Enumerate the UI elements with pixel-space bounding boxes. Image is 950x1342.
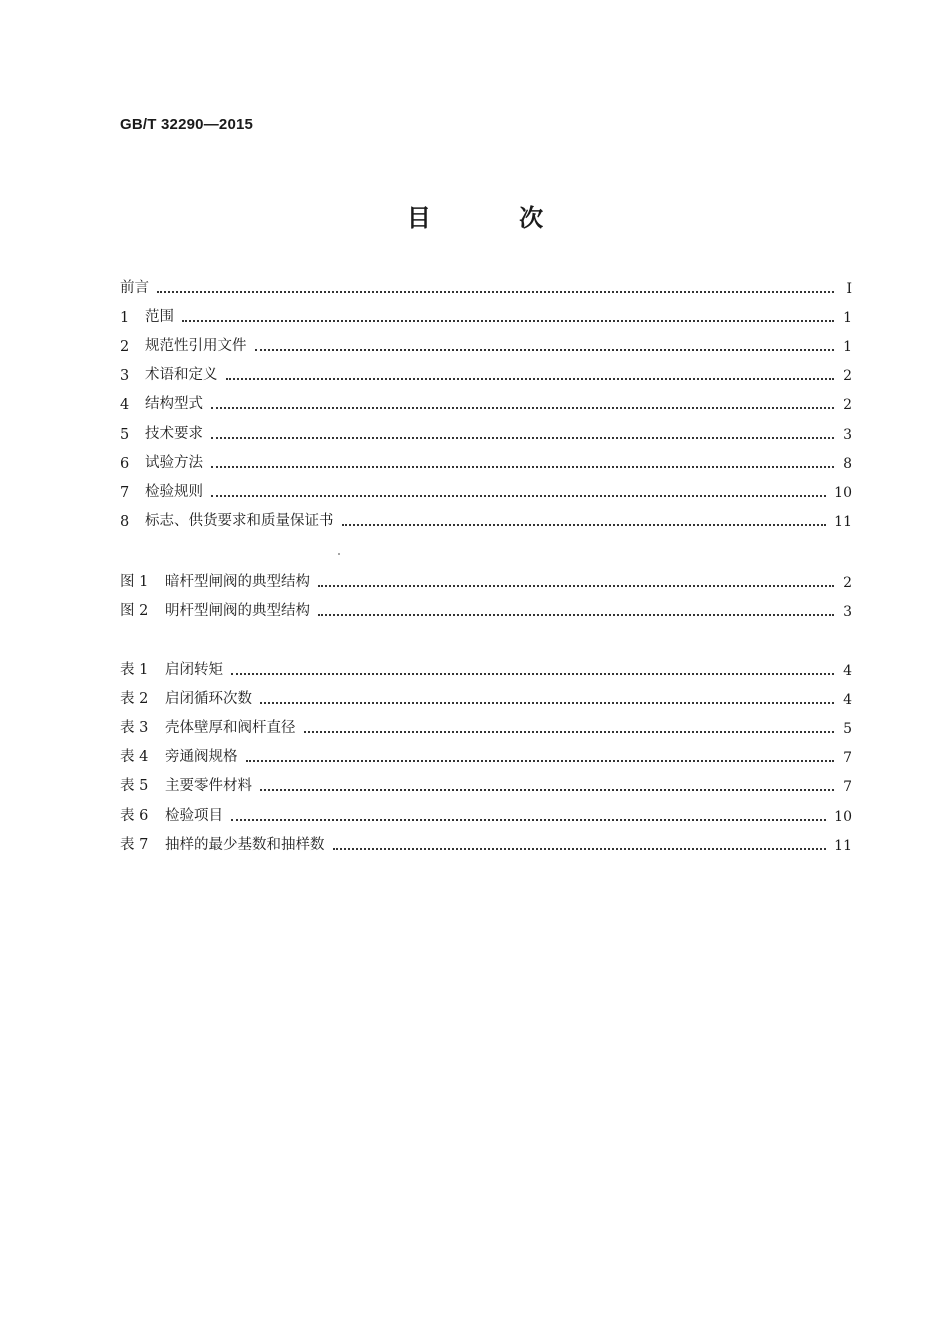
dot-leader: [260, 788, 834, 791]
toc-entry-number: 图 2: [120, 603, 149, 620]
toc-entry-page: 2: [843, 575, 852, 592]
toc-entry-number: 表 1: [120, 662, 149, 679]
toc-entry-label: 检验规则: [145, 483, 203, 500]
dot-leader: [231, 672, 834, 675]
toc-entry-label: 前言: [120, 280, 149, 297]
toc-entry-label: 壳体壁厚和阀杆直径: [165, 720, 296, 737]
toc-entry-page: 10: [834, 484, 852, 501]
dot-leader: [318, 584, 834, 587]
dot-leader: [304, 730, 835, 733]
toc-tables: [120, 650, 852, 854]
toc-entry[interactable]: [120, 766, 852, 795]
toc-entry-page: 11: [834, 837, 852, 854]
toc-entry-page: 5: [843, 721, 852, 738]
dot-leader: [211, 494, 826, 497]
dot-leader: [211, 406, 834, 409]
dot-leader: [226, 377, 835, 380]
dot-leader: [342, 523, 827, 526]
dot-leader: [246, 759, 835, 762]
toc-entry[interactable]: [120, 355, 852, 384]
dot-leader: [211, 436, 834, 439]
toc-entry-page: 3: [843, 604, 852, 621]
toc-entry[interactable]: [120, 443, 852, 472]
toc-entry[interactable]: [120, 384, 852, 413]
toc-entry-page: 7: [843, 750, 852, 767]
toc-entry[interactable]: [120, 825, 852, 854]
toc-entry-label: 范围: [145, 309, 174, 326]
toc-entry-page: 7: [843, 779, 852, 796]
toc-entry[interactable]: [120, 795, 852, 824]
toc-entry-number: 图 1: [120, 574, 149, 591]
toc-entry-page: 10: [834, 808, 852, 825]
toc-entry-label: 术语和定义: [145, 367, 218, 384]
toc-entry-number: 表 6: [120, 807, 149, 824]
dot-leader: [182, 319, 834, 322]
toc-entry-number: 1: [120, 310, 130, 327]
toc-entry-number: 3: [120, 368, 130, 385]
toc-entry-label: 结构型式: [145, 396, 203, 413]
toc-entry[interactable]: [120, 650, 852, 679]
dot-leader: [260, 701, 834, 704]
toc-entry[interactable]: [120, 708, 852, 737]
toc-entry-number: 5: [120, 426, 130, 443]
toc-entry-number: 表 4: [120, 749, 149, 766]
toc-entry[interactable]: [120, 297, 852, 326]
toc-entry-page: 4: [843, 663, 852, 680]
toc-entry-number: 7: [120, 484, 130, 501]
toc-entry-label: 标志、供货要求和质量保证书: [145, 512, 334, 529]
toc-entry-number: 6: [120, 455, 130, 472]
toc-entry[interactable]: [120, 501, 852, 530]
toc-figures: [120, 562, 852, 620]
toc-entry-number: 表 3: [120, 720, 149, 737]
dot-leader: [231, 818, 826, 821]
toc-entry-label: 试验方法: [145, 454, 203, 471]
standard-code: GB/T 32290—2015: [120, 116, 254, 133]
toc-entry-label: 抽样的最少基数和抽样数: [165, 836, 325, 853]
scan-speck: [338, 553, 340, 555]
dot-leader: [255, 348, 835, 351]
toc-entry-page: 3: [843, 426, 852, 443]
toc-entry[interactable]: [120, 679, 852, 708]
dot-leader: [333, 847, 827, 850]
toc-entry-number: 表 2: [120, 691, 149, 708]
toc-entry-page: 4: [843, 692, 852, 709]
toc-entry-number: 4: [120, 397, 130, 414]
toc-entry[interactable]: [120, 472, 852, 501]
toc-entry-label: 启闭循环次数: [165, 691, 252, 708]
toc-entry-number: 表 7: [120, 836, 149, 853]
toc-entry-number: 表 5: [120, 778, 149, 795]
dot-leader: [211, 465, 834, 468]
toc-entry-label: 规范性引用文件: [145, 338, 247, 355]
toc-entry-page: 2: [843, 368, 852, 385]
toc-entry-label: 明杆型闸阀的典型结构: [165, 603, 310, 620]
page-title: 目 次: [406, 204, 584, 232]
toc-entry-page: 11: [834, 513, 852, 530]
toc-entry-page: 1: [843, 310, 852, 327]
toc-entry-label: 启闭转矩: [165, 662, 223, 679]
toc-entry[interactable]: [120, 591, 852, 620]
toc-entry-page: Ⅰ: [846, 281, 852, 298]
toc-entry-label: 旁通阀规格: [165, 749, 238, 766]
toc-entry[interactable]: [120, 737, 852, 766]
toc-entry[interactable]: [120, 562, 852, 591]
toc-entry-page: 8: [843, 455, 852, 472]
toc-entry-page: 1: [843, 339, 852, 356]
toc-entry-label: 主要零件材料: [165, 778, 252, 795]
toc-entry[interactable]: [120, 268, 852, 297]
toc-entry-number: 2: [120, 339, 130, 356]
toc-entry-label: 技术要求: [145, 425, 203, 442]
toc-entry-number: 8: [120, 513, 130, 530]
toc-sections: [120, 268, 852, 530]
toc-entry[interactable]: [120, 413, 852, 442]
toc-entry-label: 检验项目: [165, 807, 223, 824]
dot-leader: [318, 613, 834, 616]
toc-entry-label: 暗杆型闸阀的典型结构: [165, 574, 310, 591]
toc-entry[interactable]: [120, 326, 852, 355]
dot-leader: [157, 290, 834, 293]
toc-entry-page: 2: [843, 397, 852, 414]
